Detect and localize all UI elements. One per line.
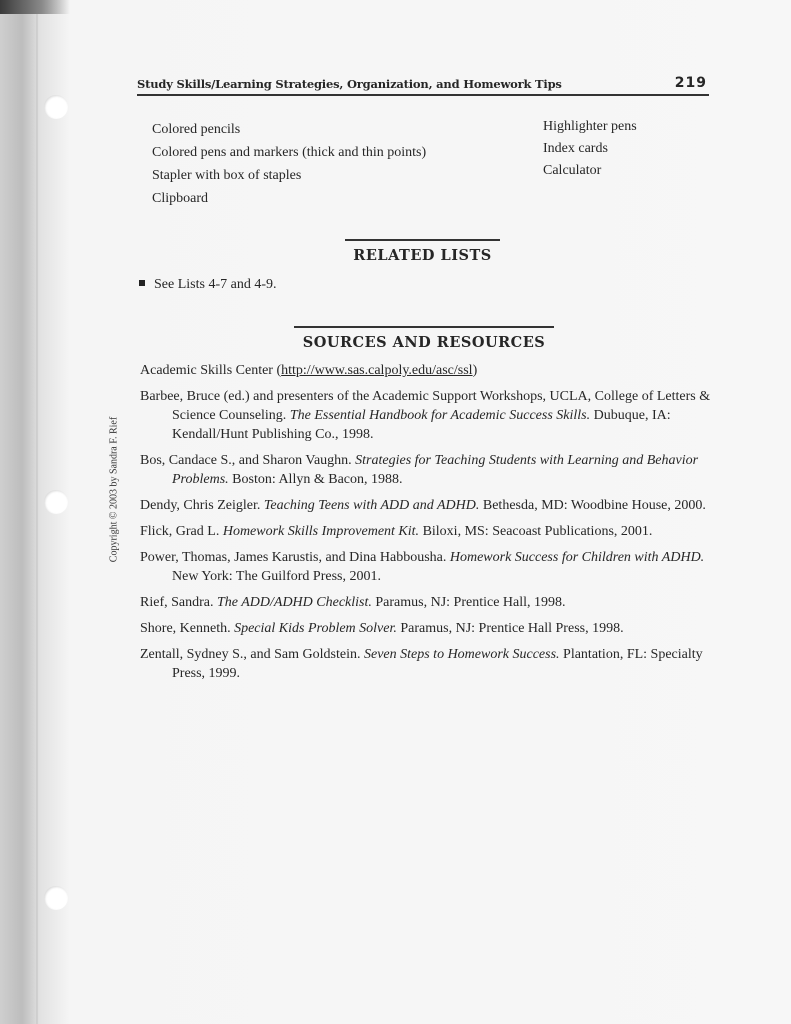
reference-publisher: Boston: Allyn & Bacon, 1988.: [228, 472, 403, 487]
reference-entry: [140, 619, 715, 638]
reference-author: Bos, Candace S., and Sharon Vaughn.: [140, 453, 356, 468]
bullet-square-icon: [139, 280, 145, 286]
reference-author: Flick, Grad L.: [140, 524, 223, 539]
reference-publisher: Bethesda, MD: Woodbine House, 2000.: [479, 498, 706, 513]
reference-title: Teaching Teens with ADD and ADHD.: [263, 498, 480, 513]
reference-author: Shore, Kenneth.: [140, 621, 235, 636]
reference-title: Special Kids Problem Solver.: [234, 621, 397, 636]
reference-entry: [140, 522, 715, 541]
punch-hole-top: [44, 95, 68, 119]
reference-entry: [140, 593, 715, 612]
reference-publisher: New York: The Guilford Press, 2001.: [172, 569, 381, 584]
reference-title: Seven Steps to Homework Success.: [363, 647, 560, 662]
list-item: Calculator: [543, 163, 602, 178]
reference-publisher: Paramus, NJ: Prentice Hall, 1998.: [371, 595, 566, 610]
punch-hole-bottom: [44, 886, 68, 910]
list-item: Highlighter pens: [543, 119, 637, 134]
reference-publisher: Paramus, NJ: Prentice Hall Press, 1998.: [396, 621, 624, 636]
punch-hole-middle: [44, 490, 68, 514]
list-item: Index cards: [543, 141, 608, 156]
related-list-text: See Lists 4-7 and 4-9.: [154, 277, 277, 292]
supplies-list-left: [152, 118, 426, 210]
list-item: Clipboard: [152, 191, 208, 206]
reference-text: ): [472, 363, 478, 378]
copyright-notice: Copyright © 2003 by Sandra F. Rief: [108, 416, 120, 563]
reference-author: Rief, Sandra.: [140, 595, 217, 610]
references-list: [140, 361, 715, 690]
reference-entry: [140, 451, 715, 489]
page-number: 219: [674, 75, 707, 91]
reference-publisher: Dubuque, IA: Kendall/Hunt Publishing Co., 1998.: [172, 408, 671, 442]
reference-title: The Essential Handbook for Academic Success Skills.: [289, 408, 591, 423]
reference-author: Barbee, Bruce (ed.) and presenters of the Academic Support Workshops, UCLA, College of Letters & Science Counseling.: [140, 389, 711, 423]
reference-text: Academic Skills Center (: [140, 363, 282, 378]
running-header: [137, 70, 709, 96]
reference-title: Homework Success for Children with ADHD.: [449, 550, 705, 565]
reference-title: Strategies for Teaching Students with Learning and Behavior Problems.: [172, 453, 699, 487]
reference-entry: [140, 361, 715, 380]
supplies-list-right: [543, 116, 637, 182]
sources-heading: SOURCES AND RESOURCES: [294, 326, 554, 351]
reference-entry: [140, 496, 715, 515]
reference-author: Dendy, Chris Zeigler.: [140, 498, 264, 513]
related-list-item: [139, 277, 276, 293]
reference-author: Power, Thomas, James Karustis, and Dina Habbousha.: [140, 550, 450, 565]
list-item: Colored pencils: [152, 122, 241, 137]
binding-shadow: [36, 0, 38, 1024]
reference-publisher: Biloxi, MS: Seacoast Publications, 2001.: [419, 524, 653, 539]
running-header-title: Study Skills/Learning Strategies, Organization, and Homework Tips: [137, 77, 562, 91]
scan-corner-shadow: [0, 0, 70, 14]
reference-title: Homework Skills Improvement Kit.: [222, 524, 420, 539]
reference-title: The ADD/ADHD Checklist.: [216, 595, 372, 610]
list-item: Colored pens and markers (thick and thin points): [152, 145, 427, 160]
reference-publisher: Plantation, FL: Specialty Press, 1999.: [172, 647, 703, 681]
reference-author: Zentall, Sydney S., and Sam Goldstein.: [140, 647, 364, 662]
list-item: Stapler with box of staples: [152, 168, 302, 183]
reference-entry: [140, 387, 715, 444]
related-lists-heading: RELATED LISTS: [345, 239, 500, 264]
reference-entry: [140, 645, 715, 683]
reference-url[interactable]: http://www.sas.calpoly.edu/asc/ssl: [281, 363, 473, 378]
reference-entry: [140, 548, 715, 586]
